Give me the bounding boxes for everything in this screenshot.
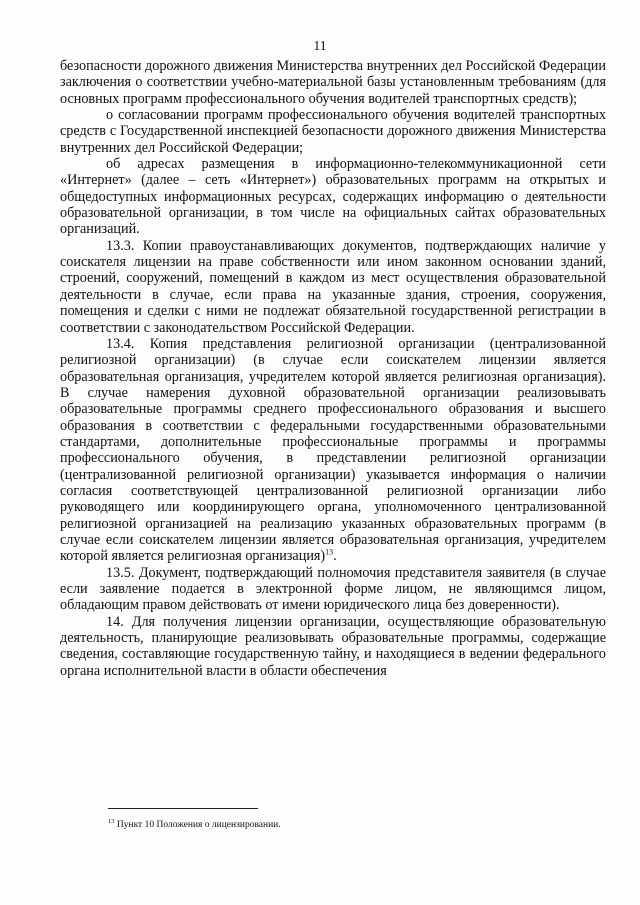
footnote-reference: 13 (325, 547, 334, 557)
paragraph-13-4: 13.4. Копия представления религиозной организации (централизованной религиозной организации) (в случае если соискателем лицензии является образовательная организация, учредителем которой является религиозная организация). В случае намерения духовной образовательной организации реализовывать образовательные программы среднего профессионального образования и высшего образования в соответствии с федеральными государственными образовательными стандартами, дополнительные профессиональные программы и программы профессионального обучения, в представлении религиозной организации (централизованной религиозной организации) указывается информация о наличии согласия соответствующей централизованной религиозной организации либо руководящего или координирующего органа, уполномоченного централизованной религиозной организацией на реализацию указанных образовательных программ (в случае если соискателем лицензии является образовательная организация, учредителем которой является религиозная организация)$^{13}$. (60, 335, 606, 565)
footnote-mark: 13 (108, 818, 115, 825)
paragraph-13-5: 13.5. Документ, подтверждающий полномочия представителя заявителя (в случае если заявление подается в электронной форме лицом, не являющимся лицом, обладающим правом действовать от имени юридического лица без доверенности). (60, 564, 606, 614)
paragraph-continuation: безопасности дорожного движения Министерства внутренних дел Российской Федерации заключения о соответствии учебно-материальной базы установленным требованиям (для основных программ профессионального обучения водителей транспортных средств); (60, 58, 606, 107)
paragraph-13-3: 13.3. Копии правоустанавливающих документов, подтверждающих наличие у соискателя лицензии на праве собственности или ином законном основании зданий, строений, сооружений, помещений в каждом из мест осуществления образовательной деятельности в случае, если права на указанные здания, строения, сооружения, помещения и сделки с ними не подлежат обязательной государственной регистрации в соответствии с законодательством Российской Федерации. (60, 237, 606, 336)
page-number: 11 (313, 38, 327, 53)
paragraph-traffic-police-approval: о согласовании программ профессионального обучения водителей транспортных средств с Государственной инспекцией безопасности дорожного движения Министерства внутренних дел Российской Федерации; (60, 107, 606, 156)
footnote (108, 816, 281, 831)
paragraph-13-4-text: 13.4. Копия представления религиозной организации (централизованной религиозной организации) (в случае если соискателем лицензии является образовательная организация, учредителем которой является религиозная организация). В случае намерения духовной образовательной организации реализовывать образовательные программы среднего профессионального образования и высшего образования в соответствии с федеральными государственными образовательными стандартами, дополнительные профессиональные программы и программы профессионального обучения, в представлении религиозной организации (централизованной религиозной организации) указывается информация о наличии согласия соответствующей централизованной религиозной организации либо руководящего или координирующего органа, уполномоченного централизованной религиозной организацией на реализацию указанных образовательных программ (в случае если соискателем лицензии является образовательная организация, учредителем которой является религиозная организация) (60, 335, 606, 565)
footnote-text: Пункт 10 Положения о лицензировании. (116, 820, 281, 831)
paragraph-internet-addresses: об адресах размещения в информационно-телекоммуникационной сети «Интернет» (далее – сеть «Интернет») образовательных программ на открытых и общедоступных информационных ресурсах, содержащих информацию о деятельности образовательной организации, в том числе на официальных сайтах образовательных организаций. (60, 156, 606, 238)
paragraph-14: 14. Для получения лицензии организации, осуществляющие образовательную деятельность, планирующие реализовывать образовательные программы, содержащие сведения, составляющие государственную тайну, и находящиеся в ведении федерального органа исполнительной власти в области обеспечения (60, 613, 606, 679)
footnote-divider (108, 808, 258, 809)
body-text (60, 58, 606, 679)
